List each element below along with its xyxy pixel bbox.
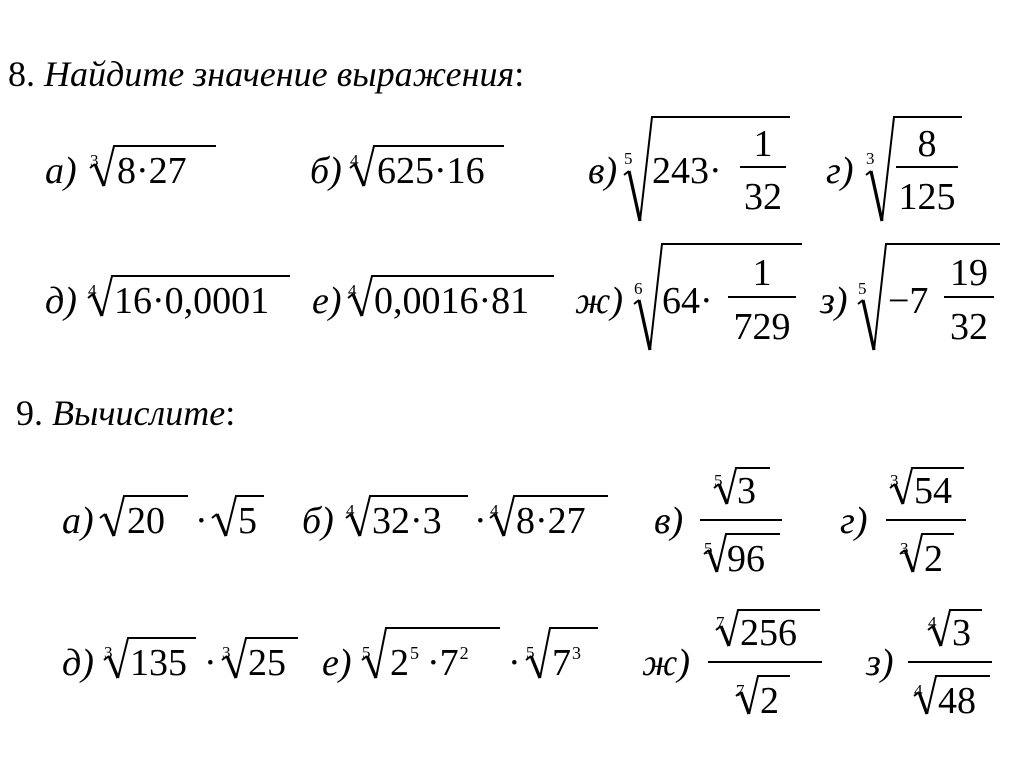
denominator-root-index: 5 [704,539,713,558]
task-9-title: Вычислите [52,393,226,433]
exponent-3: 3 [572,643,581,663]
root-index: 3 [90,151,99,170]
root-index: 4 [490,501,499,520]
fraction-denominator: 32 [744,176,782,218]
radicand-2: 25 [248,642,286,684]
item-label: ж) [575,280,624,322]
fraction-denominator: 2 [760,680,779,722]
radicand-expression [390,644,469,682]
fraction-bar [944,296,994,298]
root-index: 6 [634,279,643,298]
root-index: 3 [222,643,231,662]
fraction-bar [740,166,786,168]
fraction-numerator: 8 [917,123,937,165]
task-8-number: 8. [8,54,35,94]
root-index: 4 [350,151,359,170]
root-index: 3 [866,149,875,168]
radicand-lead: −7 [888,280,929,322]
fraction-bar [896,166,958,168]
fraction-numerator: 3 [737,470,756,512]
radicand: 16·0,0001 [114,280,270,322]
item-label: г) [840,500,868,542]
fraction-denominator: 32 [950,306,988,348]
item-label: б) [302,500,334,542]
task-9-number: 9. [16,393,43,433]
fraction-denominator: 96 [727,538,765,580]
base-2: 7 [552,642,571,684]
item-label: а) [45,150,77,192]
item-label: ж) [642,642,691,684]
numerator-root-index: 3 [890,471,899,490]
fraction-denominator: 125 [898,176,956,218]
exponent-2: 2 [459,643,469,663]
multiply-dot: · [204,642,217,684]
task-8-title: Найдите значение выражения [44,54,515,94]
item-label: д) [62,642,94,684]
denominator-root-index: 3 [900,539,909,558]
radicand-2: 5 [238,500,257,542]
task-8-colon: : [514,54,525,94]
item-label: з) [820,280,848,322]
radicand-lead: 243· [652,150,722,192]
fraction-numerator: 19 [950,252,988,294]
radicand-1: 32·3 [372,500,442,542]
radicand-2: 8·27 [516,500,586,542]
fraction-bar [708,661,822,663]
radicand: 0,0016·81 [374,280,530,322]
numerator-root-index: 4 [928,613,937,632]
fraction-numerator: 54 [914,470,952,512]
fraction-denominator: 48 [938,680,976,722]
multiply-dot: · [508,642,521,684]
task-9-heading [16,395,235,431]
root-index: 5 [624,149,633,168]
denominator-root-index: 7 [736,681,745,700]
item-label: а) [62,500,94,542]
root-index: 5 [362,643,371,662]
numerator-root-index: 7 [716,613,725,632]
root-index: 4 [88,281,97,300]
radicand-1: 20 [127,500,165,542]
radicand: 625·16 [377,150,485,192]
root-index: 3 [104,643,113,662]
radicand-2 [552,644,581,682]
fraction-denominator: 2 [924,538,943,580]
task-8-heading [8,56,524,92]
numerator-root-index: 5 [714,471,723,490]
base-1: 2 [390,642,409,684]
multiply-dot: · [474,500,487,542]
radicand: 8·27 [117,150,187,192]
item-label: г) [826,150,854,192]
fraction-numerator: 1 [752,252,772,294]
fraction-denominator: 729 [733,306,791,348]
root-index: 5 [858,279,867,298]
item-label: б) [310,150,342,192]
item-label: з) [866,642,894,684]
fraction-bar [908,661,992,663]
item-label: е) [322,642,352,684]
denominator-root-index: 4 [914,681,923,700]
fraction-numerator: 1 [753,123,773,165]
root-index: 4 [346,501,355,520]
radicand-lead: 64· [662,280,713,322]
task-9-colon: : [225,393,236,433]
fraction-bar [728,296,796,298]
exponent-1: 5 [410,643,419,663]
item-label: д) [45,280,77,322]
fraction-numerator: 3 [952,612,971,654]
multiply-dot: · [195,500,208,542]
radicand-1: 135 [130,642,187,684]
fraction-numerator: 256 [740,612,797,654]
item-label: в) [654,500,684,542]
radicand-middle: ·7 [427,642,459,684]
item-label: е) [312,280,342,322]
fraction-bar [700,519,782,521]
fraction-bar [886,519,966,521]
root-index: 5 [526,643,535,662]
root-index: 4 [348,281,357,300]
item-label: в) [588,150,618,192]
